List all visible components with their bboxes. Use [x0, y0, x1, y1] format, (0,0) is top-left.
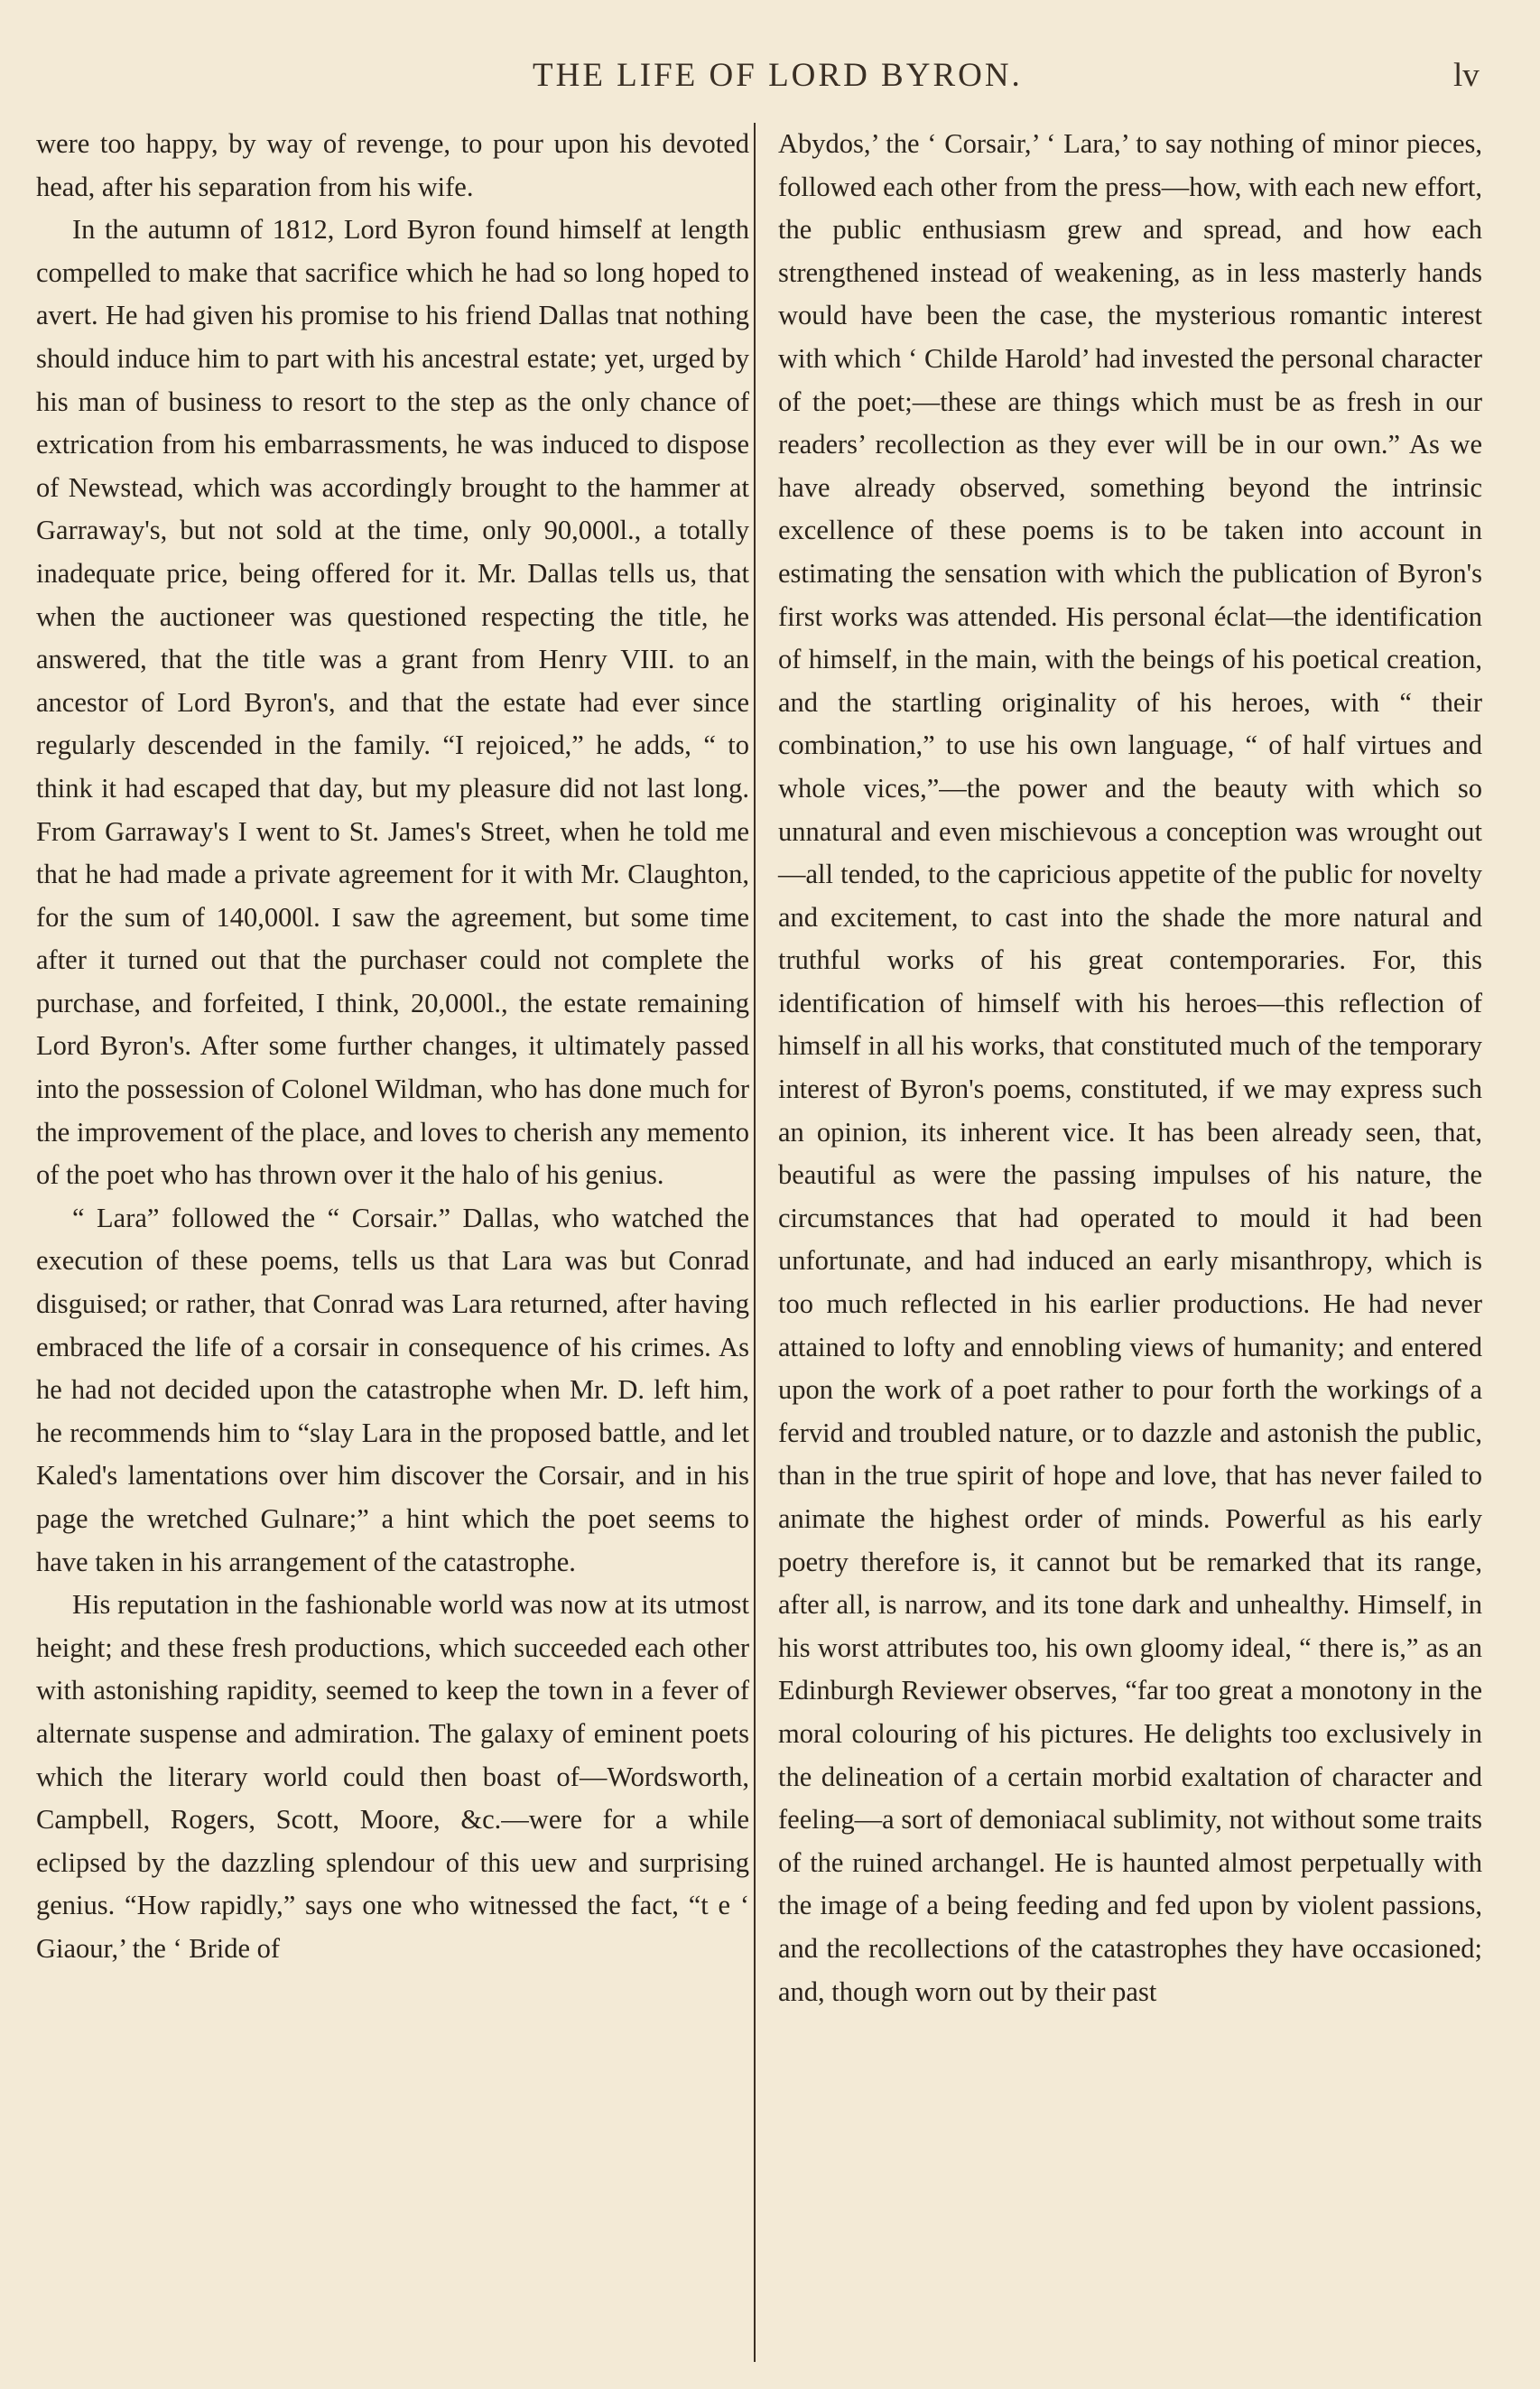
page-number: lv [1453, 57, 1480, 94]
column-divider [754, 123, 756, 2362]
right-column [778, 123, 1482, 2013]
paragraph: In the autumn of 1812, Lord Byron found himself at length compelled to make that sacrifice which he had so long hoped to avert. He had given his promise to his friend Dallas tnat nothing should induce him to part with his ancestral estate; yet, urged by his man of business to resort to the step as the only chance of extrication from his embarrassments, he was induced to dispose of Newstead, which was accordingly brought to the hammer at Garraway's, but not sold at the time, only 90,000l., a totally inadequate price, being offered for it. Mr. Dallas tells us, that when the auctioneer was questioned respecting the title, he answered, that the title was a grant from Henry VIII. to an ancestor of Lord Byron's, and that the estate had ever since regularly descended in the family. “I rejoiced,” he adds, “ to think it had escaped that day, but my pleasure did not last long. From Garraway's I went to St. James's Street, when he told me that he had made a private agreement for it with Mr. Claughton, for the sum of 140,000l. I saw the agreement, but some time after it turned out that the purchaser could not complete the purchase, and forfeited, I think, 20,000l., the estate remaining Lord Byron's. After some further changes, it ultimately passed into the possession of Colonel Wildman, who has done much for the improvement of the place, and loves to cherish any memento of the poet who has thrown over it the halo of his genius. [36, 214, 749, 1191]
paragraph: Abydos,’ the ‘ Corsair,’ ‘ Lara,’ to say nothing of minor pieces, followed each other from the press—how, with each new effort, the public enthusiasm grew and spread, and how each strengthened instead of weakening, as in less masterly hands would have been the case, the mysterious romantic interest with which ‘ Childe Harold’ had invested the personal character of the poet;—these are things which must be as fresh in our readers’ recollection as they ever will be in our own.” As we have already observed, something beyond the intrinsic excellence of these poems is to be taken into account in estimating the sensation with which the publication of Byron's first works was attended. His personal éclat—the identification of himself, in the main, with the beings of his poetical creation, and the startling originality of his heroes, with “ their combination,” to use his own language, “ of half virtues and whole vices,”—the power and the beauty with which so unnatural and even mischievous a conception was wrought out—all tended, to the capricious appetite of the public for novelty and excitement, to cast into the shade the more natural and truthful works of his great contemporaries. For, this identification of himself with his heroes—this reflection of himself in all his works, that constituted much of the temporary interest of Byron's poems, constituted, if we may express such an opinion, its inherent vice. It has been already seen, that, beautiful as were the passing impulses of his nature, the circumstances that had operated to mould it had been unfortunate, and had induced an early misanthropy, which is too much reflected in his earlier productions. He had never attained to lofty and ennobling views of humanity; and entered upon the work of a poet rather to pour forth the workings of a fervid and troubled nature, or to dazzle and astonish the public, than in the true spirit of hope and love, that has never failed to animate the highest order of minds. Powerful as his early poetry therefore is, it cannot but be remarked that its range, after all, is narrow, and its tone dark and unhealthy. Himself, in his worst attributes too, his own gloomy ideal, “ there is,” as an Edinburgh Reviewer observes, “far too great a monotony in the moral colouring of his pictures. He delights too exclusively in the delineation of a certain morbid exaltation of character and feeling—a sort of demoniacal sublimity, not without some traits of the ruined archangel. He is haunted almost perpetually with the image of a being feeding and fed upon by violent passions, and the recollections of the catastrophes they have occasioned; and, though worn out by their past [778, 128, 1482, 2007]
paragraph: were too happy, by way of revenge, to pour upon his devoted head, after his separation from his wife. [36, 128, 749, 202]
left-column [36, 123, 749, 1971]
paragraph: His reputation in the fashionable world was now at its utmost height; and these fresh productions, which succeeded each other with astonishing rapidity, seemed to keep the town in a fever of alternate suspense and admiration. The galaxy of eminent poets which the literary world could then boast of—Wordsworth, Campbell, Rogers, Scott, Moore, &c.—were for a while eclipsed by the dazzling splendour of this uew and surprising genius. “How rapidly,” says one who witnessed the fact, “t e ‘ Giaour,’ the ‘ Bride of [36, 1589, 749, 1964]
paragraph: “ Lara” followed the “ Corsair.” Dallas, who watched the execution of these poems, tells us that Lara was but Conrad disguised; or rather, that Conrad was Lara returned, after having embraced the life of a corsair in consequence of his crimes. As he had not decided upon the catastrophe when Mr. D. left him, he recommends him to “slay Lara in the proposed battle, and let Kaled's lamentations over him discover the Corsair, and in his page the wretched Gulnare;” a hint which the poet seems to have taken in his arrangement of the catastrophe. [36, 1202, 749, 1577]
running-title: THE LIFE OF LORD BYRON. [533, 57, 1023, 94]
page-header [0, 56, 1540, 110]
